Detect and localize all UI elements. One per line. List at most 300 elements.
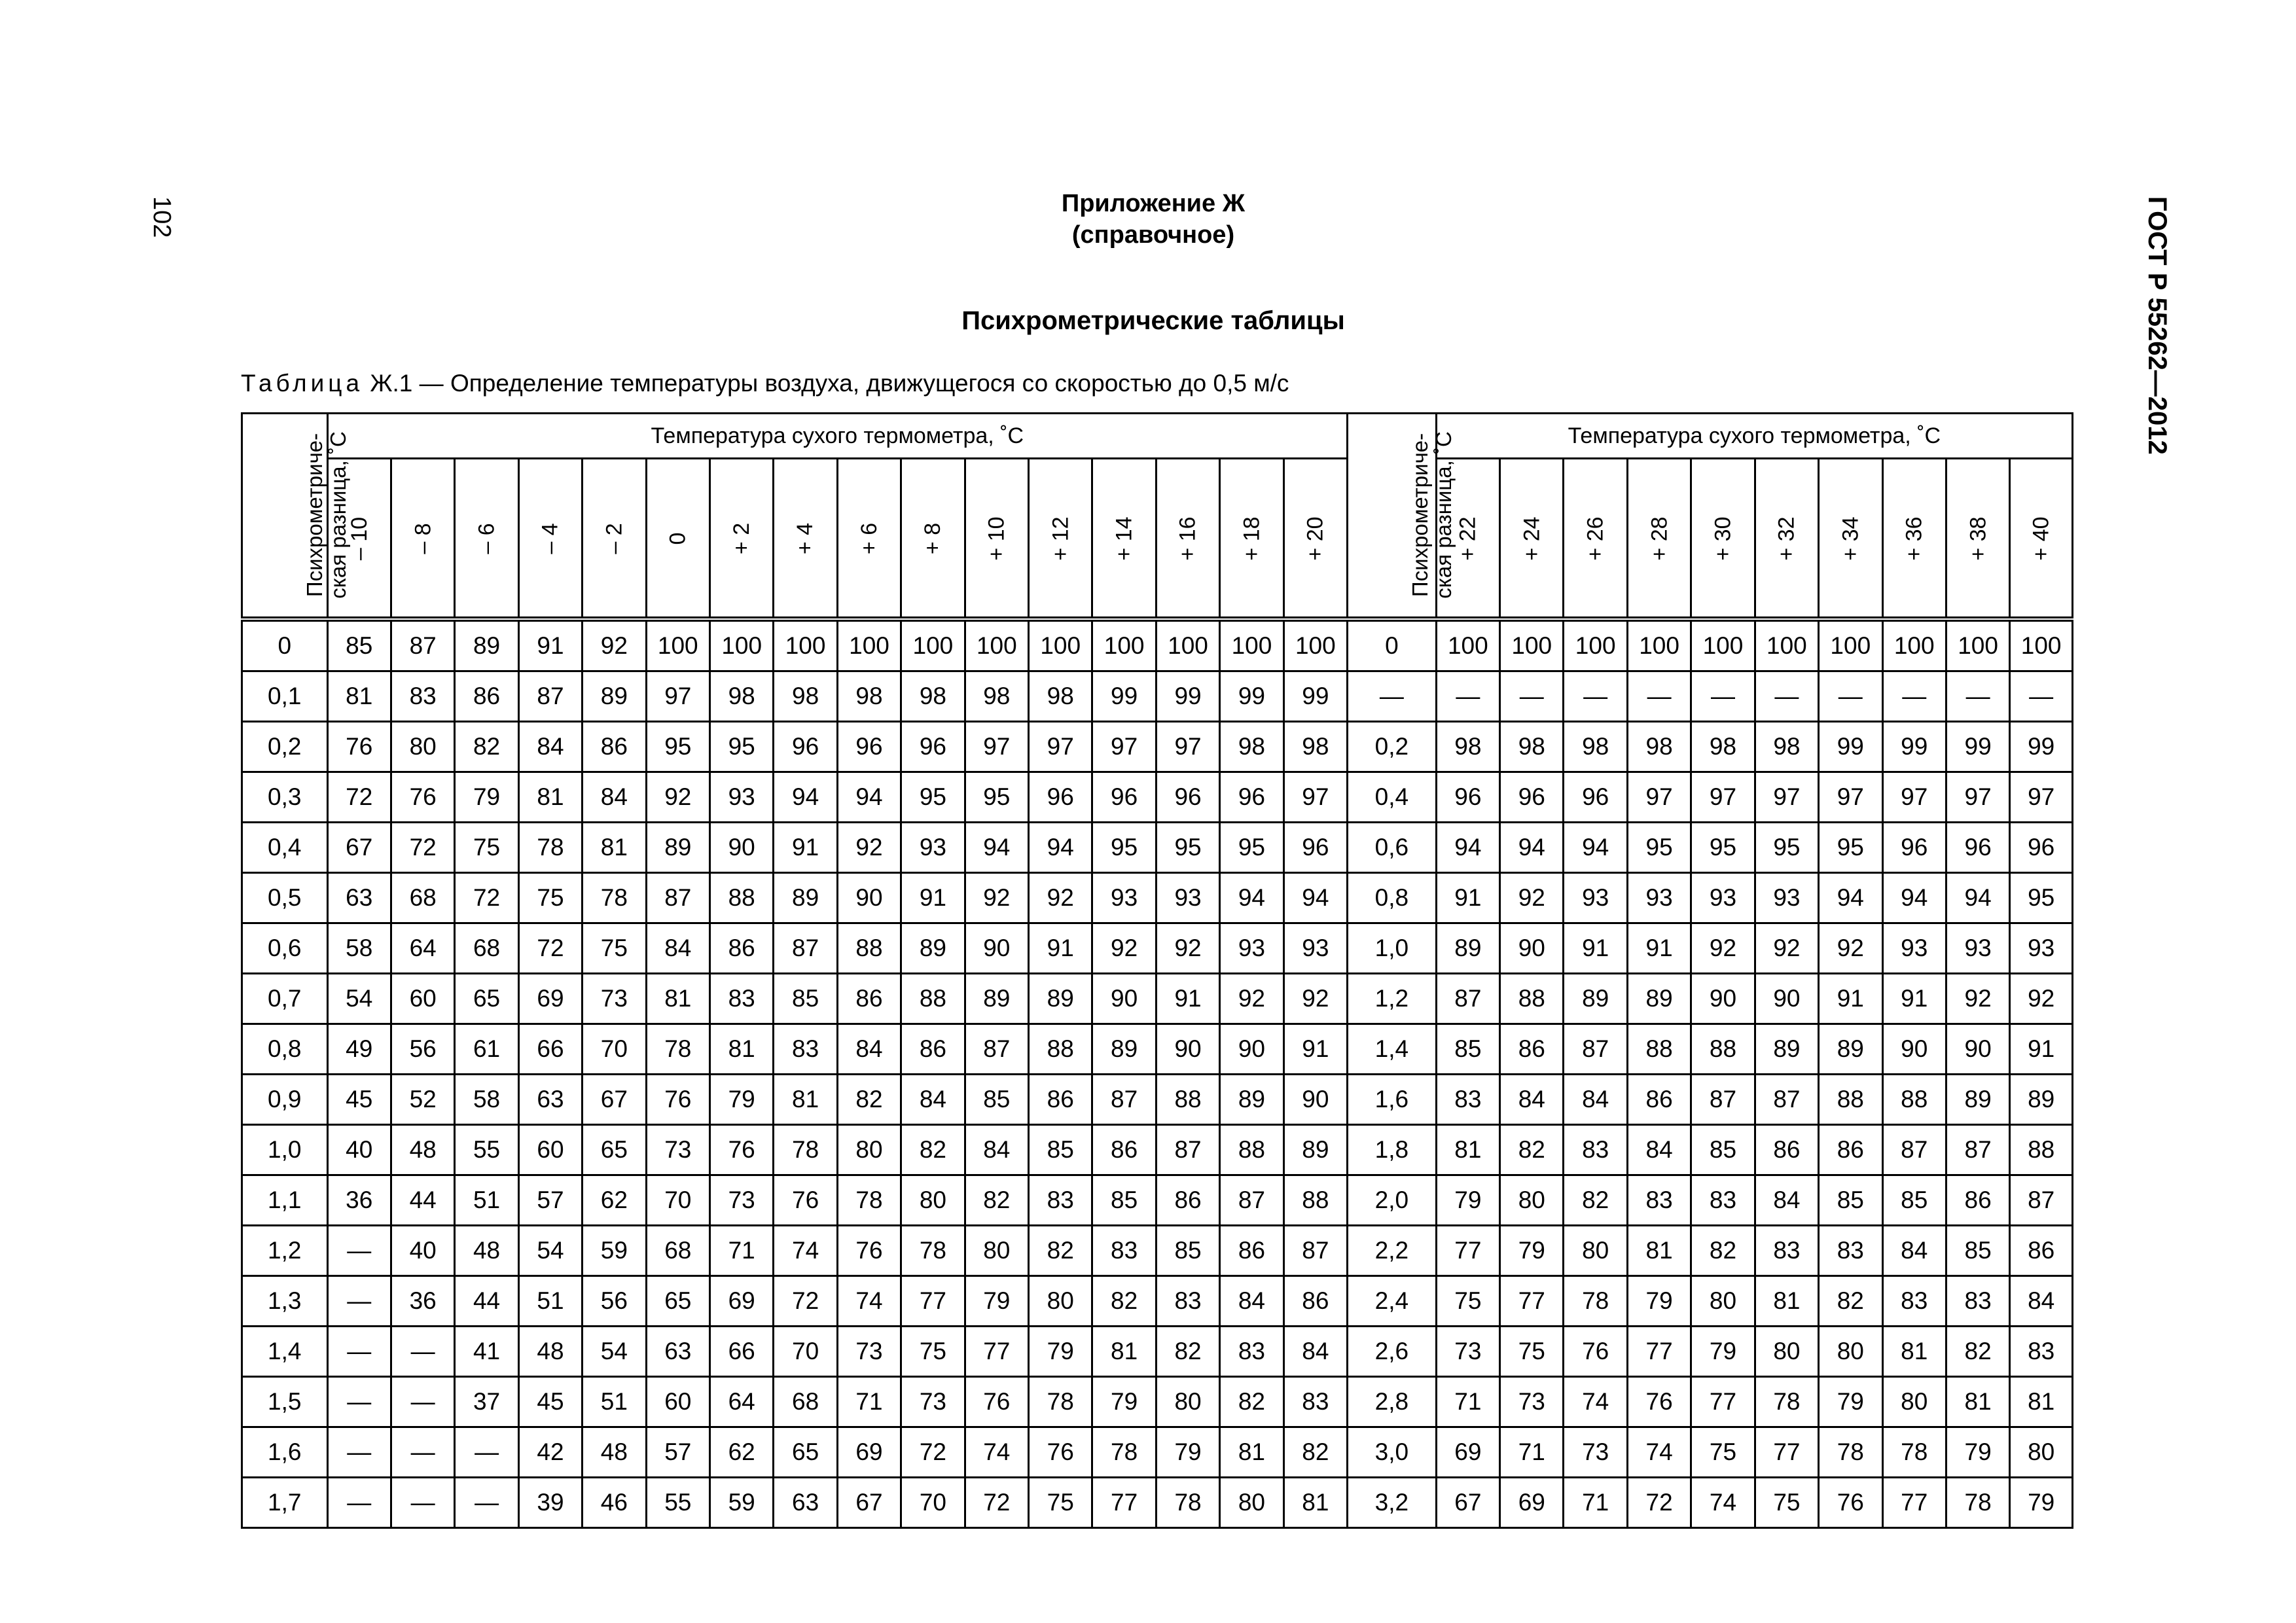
- table-cell: 87: [1946, 1125, 2009, 1175]
- row-diff-left: 0,7: [242, 974, 328, 1024]
- table-cell: 99: [2010, 722, 2073, 772]
- table-cell: 85: [1819, 1175, 1882, 1226]
- table-cell: 92: [837, 823, 901, 873]
- table-cell: 78: [518, 823, 582, 873]
- column-header-label: – 8: [410, 523, 436, 554]
- column-header-label: + 36: [1901, 516, 1927, 561]
- table-cell: 93: [1691, 873, 1755, 923]
- table-cell: 66: [518, 1024, 582, 1075]
- table-cell: 90: [837, 873, 901, 923]
- column-header-right: [1564, 459, 1627, 620]
- table-cell: —: [327, 1377, 391, 1427]
- table-cell: 72: [1627, 1478, 1691, 1528]
- table-cell: 99: [1092, 671, 1156, 722]
- table-cell: 92: [583, 619, 646, 671]
- table-cell: 51: [583, 1377, 646, 1427]
- table-cell: 68: [455, 923, 518, 974]
- table-cell: 69: [709, 1276, 773, 1327]
- table-cell: 80: [1564, 1226, 1627, 1276]
- column-header-label: + 10: [984, 516, 1009, 561]
- column-header-right: [1500, 459, 1564, 620]
- table-cell: 71: [709, 1226, 773, 1276]
- table-row: [242, 1024, 2073, 1075]
- table-cell: 100: [965, 619, 1028, 671]
- table-cell: 79: [1436, 1175, 1499, 1226]
- column-header-label: + 28: [1647, 516, 1672, 561]
- table-cell: 60: [518, 1125, 582, 1175]
- table-cell: 86: [1627, 1075, 1691, 1125]
- table-cell: 92: [1029, 873, 1092, 923]
- table-cell: 86: [1029, 1075, 1092, 1125]
- table-caption: [241, 370, 1289, 397]
- table-cell: 84: [1755, 1175, 1818, 1226]
- table-cell: 93: [1882, 923, 1946, 974]
- table-cell: 36: [391, 1276, 454, 1327]
- table-cell: 86: [1092, 1125, 1156, 1175]
- table-cell: 82: [1946, 1327, 2009, 1377]
- table-cell: 85: [965, 1075, 1028, 1125]
- table-cell: 81: [2010, 1377, 2073, 1427]
- table-cell: 77: [1755, 1427, 1818, 1478]
- table-cell: 84: [965, 1125, 1028, 1175]
- table-cell: 91: [1029, 923, 1092, 974]
- column-header-row: [242, 459, 2073, 620]
- table-cell: 65: [646, 1276, 709, 1327]
- table-cell: 40: [391, 1226, 454, 1276]
- table-cell: 75: [455, 823, 518, 873]
- table-cell: 58: [455, 1075, 518, 1125]
- table-cell: 87: [646, 873, 709, 923]
- table-cell: 98: [1220, 722, 1283, 772]
- table-cell: 57: [518, 1175, 582, 1226]
- table-cell: 96: [1156, 772, 1219, 823]
- column-header-label: + 16: [1175, 516, 1201, 561]
- table-cell: 87: [1691, 1075, 1755, 1125]
- table-cell: —: [327, 1226, 391, 1276]
- table-cell: 36: [327, 1175, 391, 1226]
- table-cell: 73: [901, 1377, 965, 1427]
- table-cell: 100: [1220, 619, 1283, 671]
- table-cell: 80: [1500, 1175, 1564, 1226]
- row-diff-right: 0,6: [1348, 823, 1437, 873]
- table-cell: 84: [583, 772, 646, 823]
- table-cell: 97: [1691, 772, 1755, 823]
- table-cell: 78: [1092, 1427, 1156, 1478]
- table-cell: 88: [1156, 1075, 1219, 1125]
- column-header-left: [1283, 459, 1347, 620]
- table-cell: 96: [901, 722, 965, 772]
- table-cell: 98: [901, 671, 965, 722]
- table-cell: 63: [646, 1327, 709, 1377]
- page-number: 102: [148, 196, 175, 238]
- table-cell: 92: [1500, 873, 1564, 923]
- table-cell: 87: [1564, 1024, 1627, 1075]
- table-cell: 99: [1220, 671, 1283, 722]
- table-cell: 93: [1156, 873, 1219, 923]
- table-cell: 48: [583, 1427, 646, 1478]
- table-cell: 95: [1691, 823, 1755, 873]
- table-cell: 65: [455, 974, 518, 1024]
- column-header-label: + 32: [1774, 516, 1799, 561]
- row-diff-right: 3,2: [1348, 1478, 1437, 1528]
- table-cell: 81: [327, 671, 391, 722]
- row-diff-left: 0,6: [242, 923, 328, 974]
- table-cell: 90: [1220, 1024, 1283, 1075]
- row-diff-right: 1,4: [1348, 1024, 1437, 1075]
- table-cell: 87: [774, 923, 837, 974]
- table-cell: 83: [1627, 1175, 1691, 1226]
- table-cell: 44: [391, 1175, 454, 1226]
- column-header-left: [583, 459, 646, 620]
- table-cell: 93: [1283, 923, 1347, 974]
- table-cell: 96: [1436, 772, 1499, 823]
- table-cell: 86: [1156, 1175, 1219, 1226]
- table-cell: 93: [2010, 923, 2073, 974]
- table-cell: 93: [709, 772, 773, 823]
- table-cell: 83: [1220, 1327, 1283, 1377]
- table-cell: 59: [709, 1478, 773, 1528]
- psychrometric-table: [241, 412, 2073, 1529]
- table-cell: 86: [1220, 1226, 1283, 1276]
- table-cell: 98: [1627, 722, 1691, 772]
- table-cell: 76: [1819, 1478, 1882, 1528]
- table-cell: 78: [646, 1024, 709, 1075]
- column-header-label: + 6: [857, 522, 882, 555]
- row-diff-right: 0: [1348, 619, 1437, 671]
- table-cell: 73: [837, 1327, 901, 1377]
- row-diff-left: 0,9: [242, 1075, 328, 1125]
- table-cell: 100: [901, 619, 965, 671]
- row-diff-right: 1,6: [1348, 1075, 1437, 1125]
- table-cell: 90: [1946, 1024, 2009, 1075]
- column-header-label: – 4: [537, 523, 563, 554]
- table-cell: 100: [1627, 619, 1691, 671]
- table-cell: 71: [1436, 1377, 1499, 1427]
- table-cell: 82: [1564, 1175, 1627, 1226]
- table-cell: 95: [1220, 823, 1283, 873]
- column-header-label: + 22: [1455, 516, 1480, 561]
- table-cell: 76: [327, 722, 391, 772]
- table-cell: 87: [1436, 974, 1499, 1024]
- column-header-left: [1029, 459, 1092, 620]
- table-cell: —: [327, 1276, 391, 1327]
- column-header-left: [709, 459, 773, 620]
- column-header-label: + 30: [1710, 516, 1736, 561]
- table-cell: 87: [518, 671, 582, 722]
- table-cell: 76: [837, 1226, 901, 1276]
- table-cell: 95: [1627, 823, 1691, 873]
- row-diff-left: 0,8: [242, 1024, 328, 1075]
- table-cell: 78: [1755, 1377, 1818, 1427]
- row-diff-right: 2,6: [1348, 1327, 1437, 1377]
- table-cell: 94: [837, 772, 901, 823]
- table-cell: 100: [1946, 619, 2009, 671]
- table-cell: 83: [1691, 1175, 1755, 1226]
- table-cell: 98: [1755, 722, 1818, 772]
- table-cell: 87: [1156, 1125, 1219, 1175]
- row-header-right-line1: Психрометриче-: [1407, 433, 1432, 597]
- table-cell: 100: [1029, 619, 1092, 671]
- table-cell: 37: [455, 1377, 518, 1427]
- table-cell: 83: [709, 974, 773, 1024]
- table-cell: 79: [1500, 1226, 1564, 1276]
- column-header-left: [965, 459, 1028, 620]
- table-cell: 74: [837, 1276, 901, 1327]
- table-cell: 89: [774, 873, 837, 923]
- table-cell: 76: [965, 1377, 1028, 1427]
- table-cell: 68: [774, 1377, 837, 1427]
- table-cell: 48: [455, 1226, 518, 1276]
- table-cell: 54: [327, 974, 391, 1024]
- table-cell: 98: [1500, 722, 1564, 772]
- table-cell: 84: [1220, 1276, 1283, 1327]
- table-cell: 44: [455, 1276, 518, 1327]
- table-cell: 96: [1500, 772, 1564, 823]
- table-cell: 59: [583, 1226, 646, 1276]
- table-cell: 76: [1627, 1377, 1691, 1427]
- table-cell: 94: [1564, 823, 1627, 873]
- column-header-label: + 40: [2028, 516, 2054, 561]
- table-cell: 75: [518, 873, 582, 923]
- table-cell: 86: [1283, 1276, 1347, 1327]
- table-cell: 80: [1691, 1276, 1755, 1327]
- table-cell: 83: [1156, 1276, 1219, 1327]
- table-cell: 81: [1283, 1478, 1347, 1528]
- column-header-label: + 8: [920, 522, 946, 555]
- table-cell: 75: [583, 923, 646, 974]
- table-cell: 84: [2010, 1276, 2073, 1327]
- table-caption-label: Таблица: [241, 370, 364, 397]
- table-cell: 79: [1819, 1377, 1882, 1427]
- table-row: [242, 1377, 2073, 1427]
- table-cell: 85: [1092, 1175, 1156, 1226]
- table-cell: 88: [1882, 1075, 1946, 1125]
- table-cell: 86: [1946, 1175, 2009, 1226]
- table-cell: 75: [1436, 1276, 1499, 1327]
- row-header-right-line2: ская разница, ˚С: [1431, 431, 1456, 599]
- column-header-label: + 14: [1111, 516, 1137, 561]
- table-cell: 96: [1946, 823, 2009, 873]
- table-cell: 97: [1755, 772, 1818, 823]
- table-cell: 92: [965, 873, 1028, 923]
- table-cell: 58: [327, 923, 391, 974]
- table-cell: 92: [1691, 923, 1755, 974]
- table-cell: 84: [518, 722, 582, 772]
- table-cell: 72: [391, 823, 454, 873]
- table-cell: 84: [1283, 1327, 1347, 1377]
- table-cell: 100: [1564, 619, 1627, 671]
- table-cell: 95: [901, 772, 965, 823]
- table-cell: 96: [774, 722, 837, 772]
- table-cell: 87: [1283, 1226, 1347, 1276]
- table-cell: 80: [1029, 1276, 1092, 1327]
- table-cell: 88: [1029, 1024, 1092, 1075]
- table-cell: 49: [327, 1024, 391, 1075]
- column-header-label: 0: [665, 532, 691, 545]
- table-cell: 92: [1092, 923, 1156, 974]
- table-cell: 78: [1819, 1427, 1882, 1478]
- table-cell: 88: [1627, 1024, 1691, 1075]
- table-cell: —: [1500, 671, 1564, 722]
- table-cell: 90: [1092, 974, 1156, 1024]
- table-cell: 84: [837, 1024, 901, 1075]
- table-cell: 98: [837, 671, 901, 722]
- table-cell: 81: [518, 772, 582, 823]
- table-cell: 78: [774, 1125, 837, 1175]
- row-diff-left: 0,3: [242, 772, 328, 823]
- table-cell: 97: [1283, 772, 1347, 823]
- table-cell: 77: [1092, 1478, 1156, 1528]
- table-cell: 75: [1500, 1327, 1564, 1377]
- row-header-right-label: [1408, 431, 1456, 599]
- table-cell: 65: [583, 1125, 646, 1175]
- table-cell: 99: [1819, 722, 1882, 772]
- table-cell: 83: [1564, 1125, 1627, 1175]
- table-cell: 94: [1882, 873, 1946, 923]
- table-cell: 82: [1500, 1125, 1564, 1175]
- table-cell: 86: [455, 671, 518, 722]
- row-header-right: [1348, 414, 1456, 620]
- row-diff-right: 1,2: [1348, 974, 1437, 1024]
- table-cell: 98: [1436, 722, 1499, 772]
- row-diff-left: 1,4: [242, 1327, 328, 1377]
- table-cell: 87: [965, 1024, 1028, 1075]
- table-cell: 85: [1436, 1024, 1499, 1075]
- table-cell: 80: [1755, 1327, 1818, 1377]
- table-cell: 98: [774, 671, 837, 722]
- table-cell: 88: [1691, 1024, 1755, 1075]
- table-cell: 81: [1946, 1377, 2009, 1427]
- table-cell: 94: [774, 772, 837, 823]
- column-header-left: [901, 459, 965, 620]
- table-cell: 96: [1220, 772, 1283, 823]
- table-cell: —: [327, 1427, 391, 1478]
- table-cell: 76: [646, 1075, 709, 1125]
- table-cell: 77: [901, 1276, 965, 1327]
- table-cell: 96: [1029, 772, 1092, 823]
- table-cell: 100: [646, 619, 709, 671]
- table-cell: —: [455, 1427, 518, 1478]
- table-cell: 79: [709, 1075, 773, 1125]
- table-cell: 91: [1436, 873, 1499, 923]
- table-cell: 82: [1092, 1276, 1156, 1327]
- table-cell: 72: [455, 873, 518, 923]
- row-diff-left: 0,1: [242, 671, 328, 722]
- table-cell: 100: [1500, 619, 1564, 671]
- table-cell: —: [1564, 671, 1627, 722]
- table-cell: 80: [1156, 1377, 1219, 1427]
- table-cell: 100: [709, 619, 773, 671]
- table-cell: —: [391, 1377, 454, 1427]
- table-cell: 98: [1691, 722, 1755, 772]
- table-cell: 77: [1436, 1226, 1499, 1276]
- table-cell: 73: [709, 1175, 773, 1226]
- column-header-right: [1627, 459, 1691, 620]
- table-cell: 60: [391, 974, 454, 1024]
- table-cell: 100: [1156, 619, 1219, 671]
- table-cell: 100: [1755, 619, 1818, 671]
- table-cell: 77: [1882, 1478, 1946, 1528]
- column-header-left: [1220, 459, 1283, 620]
- table-cell: 86: [583, 722, 646, 772]
- column-header-label: – 6: [474, 523, 499, 554]
- table-cell: 87: [1882, 1125, 1946, 1175]
- appendix-subtitle: (справочное): [1071, 221, 1235, 249]
- table-cell: 79: [1029, 1327, 1092, 1377]
- table-cell: 85: [774, 974, 837, 1024]
- table-cell: 75: [1691, 1427, 1755, 1478]
- table-cell: 96: [2010, 823, 2073, 873]
- table-cell: 78: [583, 873, 646, 923]
- table-cell: 98: [1564, 722, 1627, 772]
- table-cell: 89: [1092, 1024, 1156, 1075]
- table-cell: 78: [1156, 1478, 1219, 1528]
- table-cell: 65: [774, 1427, 837, 1478]
- table-cell: 67: [1436, 1478, 1499, 1528]
- table-cell: 64: [709, 1377, 773, 1427]
- table-cell: 62: [583, 1175, 646, 1226]
- table-cell: 72: [965, 1478, 1028, 1528]
- table-cell: 70: [646, 1175, 709, 1226]
- table-cell: 97: [646, 671, 709, 722]
- table-cell: 78: [1946, 1478, 2009, 1528]
- table-cell: 48: [518, 1327, 582, 1377]
- table-cell: 86: [1755, 1125, 1818, 1175]
- table-row: [242, 923, 2073, 974]
- table-cell: 79: [1092, 1377, 1156, 1427]
- table-cell: 55: [455, 1125, 518, 1175]
- table-cell: —: [327, 1327, 391, 1377]
- table-cell: 81: [1092, 1327, 1156, 1377]
- column-header-label: + 12: [1048, 516, 1073, 561]
- table-row: [242, 1276, 2073, 1327]
- table-cell: 68: [391, 873, 454, 923]
- table-cell: 45: [327, 1075, 391, 1125]
- table-cell: 83: [391, 671, 454, 722]
- table-cell: 83: [1755, 1226, 1818, 1276]
- table-cell: 74: [1627, 1427, 1691, 1478]
- table-cell: 67: [327, 823, 391, 873]
- table-cell: 97: [1156, 722, 1219, 772]
- row-diff-right: 2,8: [1348, 1377, 1437, 1427]
- table-cell: 96: [1882, 823, 1946, 873]
- table-cell: 97: [1819, 772, 1882, 823]
- table-cell: 60: [646, 1377, 709, 1427]
- table-cell: 93: [1220, 923, 1283, 974]
- table-cell: 80: [965, 1226, 1028, 1276]
- table-cell: 77: [1627, 1327, 1691, 1377]
- table-cell: 91: [1882, 974, 1946, 1024]
- column-header-left: [1156, 459, 1219, 620]
- table-cell: 90: [965, 923, 1028, 974]
- appendix-title: Приложение Ж: [1061, 190, 1246, 217]
- table-cell: 96: [1564, 772, 1627, 823]
- table-cell: 91: [1156, 974, 1219, 1024]
- table-cell: 93: [1092, 873, 1156, 923]
- table-cell: 79: [455, 772, 518, 823]
- table-cell: 81: [1436, 1125, 1499, 1175]
- document-code: ГОСТ Р 55262—2012: [2143, 196, 2172, 455]
- table-cell: 87: [2010, 1175, 2073, 1226]
- table-row: [242, 1478, 2073, 1528]
- table-cell: 89: [1627, 974, 1691, 1024]
- table-cell: 74: [1691, 1478, 1755, 1528]
- table-cell: 88: [1220, 1125, 1283, 1175]
- table-cell: 85: [1946, 1226, 2009, 1276]
- table-cell: 91: [1283, 1024, 1347, 1075]
- table-cell: 40: [327, 1125, 391, 1175]
- table-cell: 69: [1436, 1427, 1499, 1478]
